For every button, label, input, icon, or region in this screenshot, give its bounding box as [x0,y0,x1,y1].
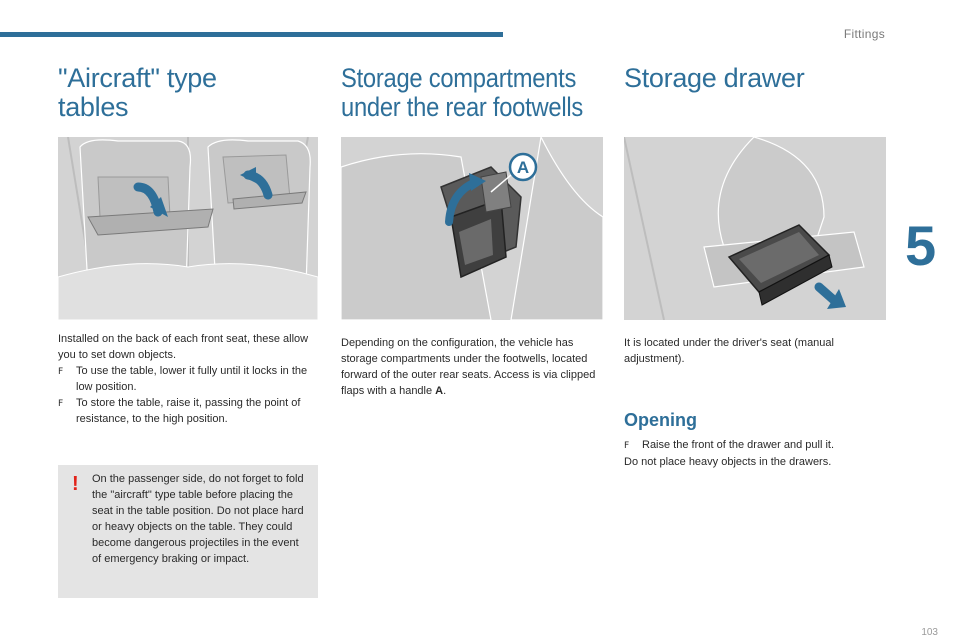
opening-subheading: Opening [624,410,697,430]
storage-drawer-intro: It is located under the driver's seat (manual adjustment). [624,337,834,365]
footwell-text-end: . [443,385,447,397]
title-line-1: Storage compartments [341,63,577,93]
handle-label-a: A [435,385,444,397]
section-header: Fittings [843,27,885,41]
chapter-number: 5 [905,214,937,277]
title-line-2: tables [58,92,129,122]
top-accent-rule [0,32,503,37]
aircraft-tables-body [58,331,318,427]
page-number: 103 [921,627,938,638]
warning-text: On the passenger side, do not forget to fold the "aircraft" type table before placing the seat in the table position. Do not place hard or heavy objects on the table. They could become dangerous projectiles in the event of emergency braking or impact. [92,473,304,565]
bullet-store-table [58,395,318,427]
title-line-2: under the rear footwells [341,92,583,122]
footwell-storage-illustration [341,137,603,320]
bullet-mark: F [58,399,64,409]
aircraft-tables-intro: Installed on the back of each front seat, these allow you to set down objects. [58,333,309,361]
bullet-text: To use the table, lower it fully until it locks in the low position. [76,365,308,393]
section-title-footwell-storage [341,64,583,122]
title-line-1: "Aircraft" type [58,63,217,93]
bullet-text: To store the table, raise it, passing the point of resistance, to the high position. [76,397,301,425]
section-title-storage-drawer: Storage drawer [624,63,805,93]
opening-body [624,437,886,470]
drawer-note: Do not place heavy objects in the drawers. [624,456,832,468]
warning-box [58,465,318,598]
bullet-open-drawer [624,437,886,454]
footwell-storage-text [341,335,603,399]
storage-drawer-illustration [624,137,886,320]
footwell-text-main: Depending on the configuration, the vehicle has storage compartments under the footwells, located forward of the outer rear seats. Access is via clipped flaps with a handle [341,337,596,397]
warning-icon: ! [72,473,79,495]
aircraft-table-illustration [58,137,318,320]
section-title-aircraft-tables [58,64,217,122]
bullet-mark: F [58,367,64,377]
callout-label-a: A [516,158,530,177]
bullet-mark: F [624,441,630,451]
bullet-text: Raise the front of the drawer and pull it. [642,439,834,451]
bullet-lower-table [58,363,318,395]
